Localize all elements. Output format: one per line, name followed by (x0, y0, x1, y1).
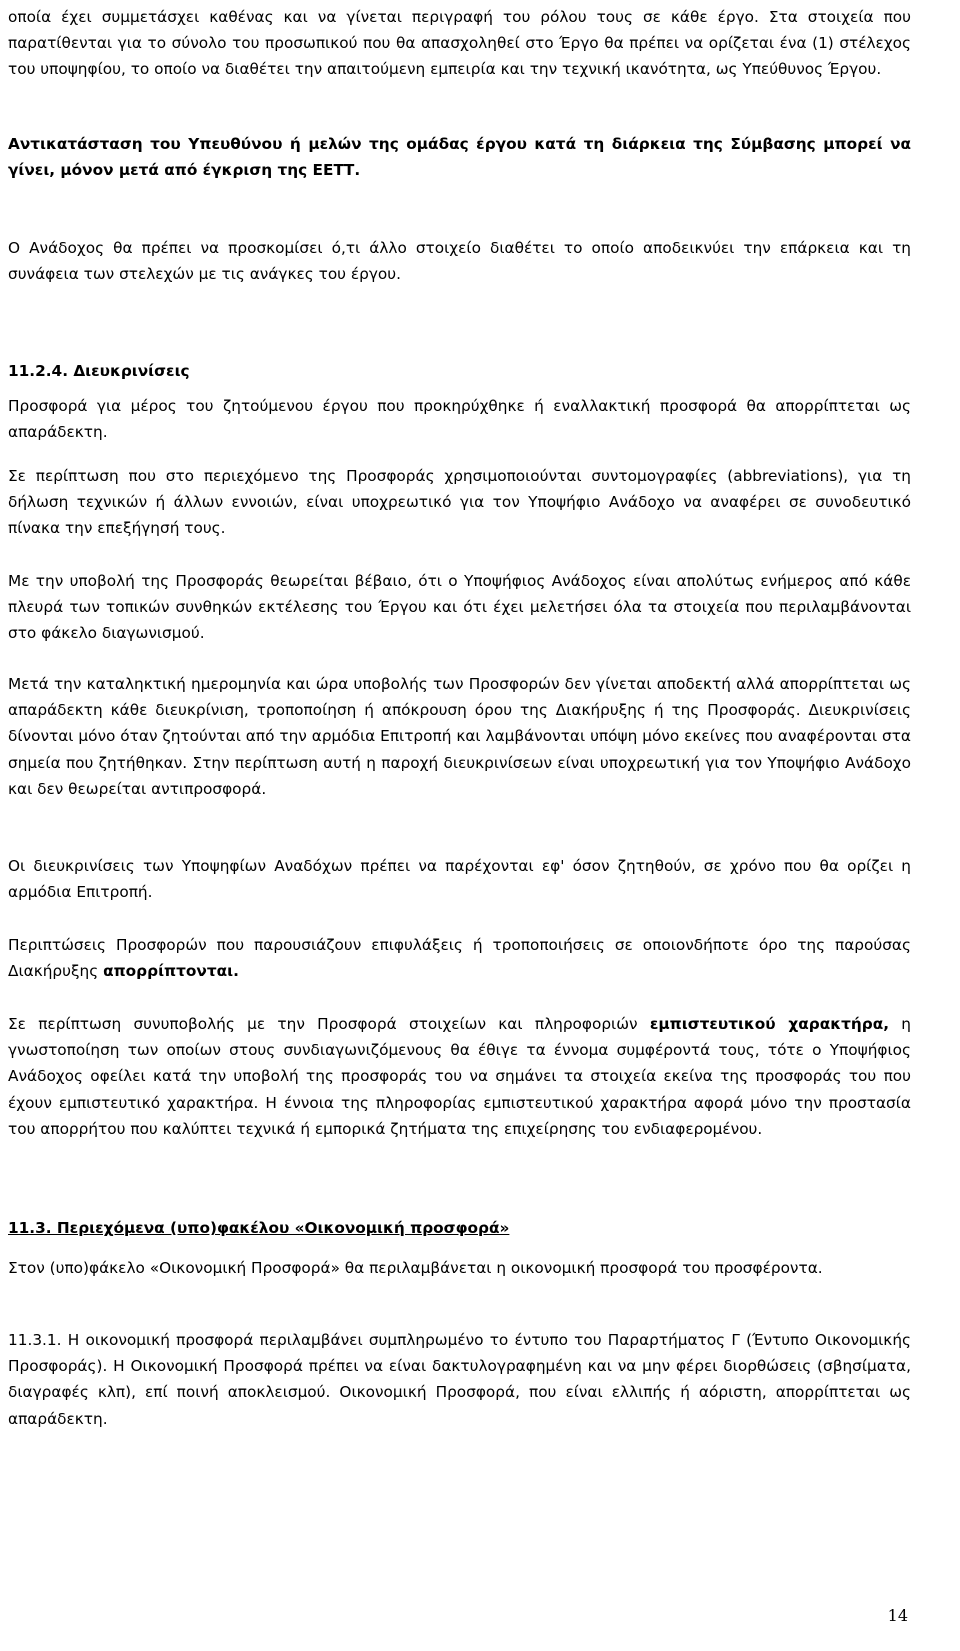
confidential-bold: εμπιστευτικού χαρακτήρα, (649, 1015, 890, 1033)
paragraph-post-deadline-clarifications: Μετά την καταληκτική ημερομηνία και ώρα υποβολής των Προσφορών δεν γίνεται αποδεκτή αλλά απορρίπτεται ως απαράδεκτη κάθε διευκρίνιση, τροποποίηση ή απόκρουση όρου της Διακήρυξης ή της Προσφοράς. Διευκρινίσεις δίνονται μόνο όταν ζητούνται από την αρμόδια Επιτροπή και λαμβάνονται υπόψη μόνο εκείνες που αναφέρονται στα σημεία που ζητήθηκαν. Στην περίπτωση αυτή η παροχή διευκρινίσεων είναι υποχρεωτική για τον Υποψήφιο Ανάδοχο και δεν θεωρείται αντιπροσφορά. (8, 675, 911, 798)
paragraph-offer-submission: Με την υποβολή της Προσφοράς θεωρείται βέβαιο, ότι ο Υποψήφιος Ανάδοχος είναι απολύτως ενήμερος από κάθε πλευρά των τοπικών συνθηκών εκτέλεσης του Έργου και ότι έχει μελετήσει όλα τα στοιχεία που περιλαμβάνονται στο φάκελο διαγωνισμού. (8, 572, 911, 643)
confidential-text-b: η γνωστοποίηση των οποίων στους συνδιαγωνιζόμενους θα έθιγε τα έννομα συμφέροντά τους, τότε ο Υποψήφιος Ανάδοχος οφείλει κατά την υποβολή της προσφοράς του να σημάνει τα στοιχεία εκείνα της προσφοράς του που έχουν εμπιστευτικό χαρακτήρα. Η έννοια της πληροφορίας εμπιστευτικού χαρακτήρα αφορά μόνο την προστασία του απορρήτου που καλύπτει τεχνικά ή εμπορικά ζητήματα της επιχείρησης του ενδιαφερομένου. (8, 1015, 911, 1138)
paragraph-staff-responsible: οποία έχει συμμετάσχει καθένας και να γίνεται περιγραφή του ρόλου τους σε κάθε έργο. Στα στοιχεία που παρατίθενται για το σύνολο του προσωπικού που θα απασχοληθεί στο Έργο θα πρέπει να ορίζεται ένα (1) στέλεχος του υποψηφίου, το οποίο να διαθέτει την απαιτούμενη εμπειρία και την τεχνική ικανότητα, ως Υπεύθυνος Έργου. (8, 8, 911, 79)
section-heading-financial-offer: 11.3. Περιεχόμενα (υπο)φακέλου «Οικονομική προσφορά» (8, 1219, 510, 1237)
paragraph-abbreviations: Σε περίπτωση που στο περιεχόμενο της Προσφοράς χρησιμοποιούνται συντομογραφίες (abbreviations), για τη δήλωση τεχνικών ή άλλων εννοιών, είναι υποχρεωτικό για τον Υποψήφιο Ανάδοχο να αναφέρει σε συνοδευτικό πίνακα την επεξήγησή τους. (8, 467, 911, 538)
paragraph-contractor-evidence: Ο Ανάδοχος θα πρέπει να προσκομίσει ό,τι άλλο στοιχείο διαθέτει το οποίο αποδεικνύει την επάρκεια και τη συνάφεια των στελεχών με τις ανάγκες του έργου. (8, 239, 911, 284)
paragraph-candidate-clarifications: Οι διευκρινίσεις των Υποψηφίων Αναδόχων πρέπει να παρέχονται εφ' όσον ζητηθούν, σε χρόνο που θα ορίζει η αρμόδια Επιτροπή. (8, 857, 911, 902)
paragraph-partial-offer: Προσφορά για μέρος του ζητούμενου έργου που προκηρύχθηκε ή εναλλακτική προσφορά θα απορρίπτεται ως απαράδεκτη. (8, 397, 911, 442)
page-number: 14 (887, 1606, 908, 1625)
section-heading-clarifications: 11.2.4. Διευκρινίσεις (8, 362, 190, 380)
reservations-rejected-bold: απορρίπτονται. (103, 962, 239, 981)
paragraph-replacement-approval: Αντικατάσταση του Υπευθύνου ή μελών της ομάδας έργου κατά τη διάρκεια της Σύμβασης μπορεί να γίνει, μόνον μετά από έγκριση της ΕΕΤΤ. (8, 135, 911, 180)
paragraph-financial-envelope: Στον (υπο)φάκελο «Οικονομική Προσφορά» θα περιλαμβάνεται η οικονομική προσφορά του προσφέροντα. (8, 1259, 823, 1277)
paragraph-financial-offer-form: 11.3.1. Η οικονομική προσφορά περιλαμβάνει συμπληρωμένο το έντυπο του Παραρτήματος Γ (Έντυπο Οικονομικής Προσφοράς). Η Οικονομική Προσφορά πρέπει να είναι δακτυλογραφημένη και να μην φέρει διορθώσεις (σβησίματα, διαγραφές κλπ), επί ποινή αποκλεισμού. Οικονομική Προσφορά, που είναι ελλιπής ή αόριστη, απορρίπτεται ως απαράδεκτη. (8, 1331, 911, 1428)
paragraph-reservations-rejected (8, 932, 911, 984)
paragraph-confidential-information (8, 1011, 911, 1142)
confidential-text-a: Σε περίπτωση συνυποβολής με την Προσφορά στοιχείων και πληροφοριών (8, 1015, 650, 1033)
reservations-text: Περιπτώσεις Προσφορών που παρουσιάζουν επιφυλάξεις ή τροποποιήσεις σε οποιονδήποτε όρο της παρούσας Διακήρυξης (8, 936, 911, 981)
